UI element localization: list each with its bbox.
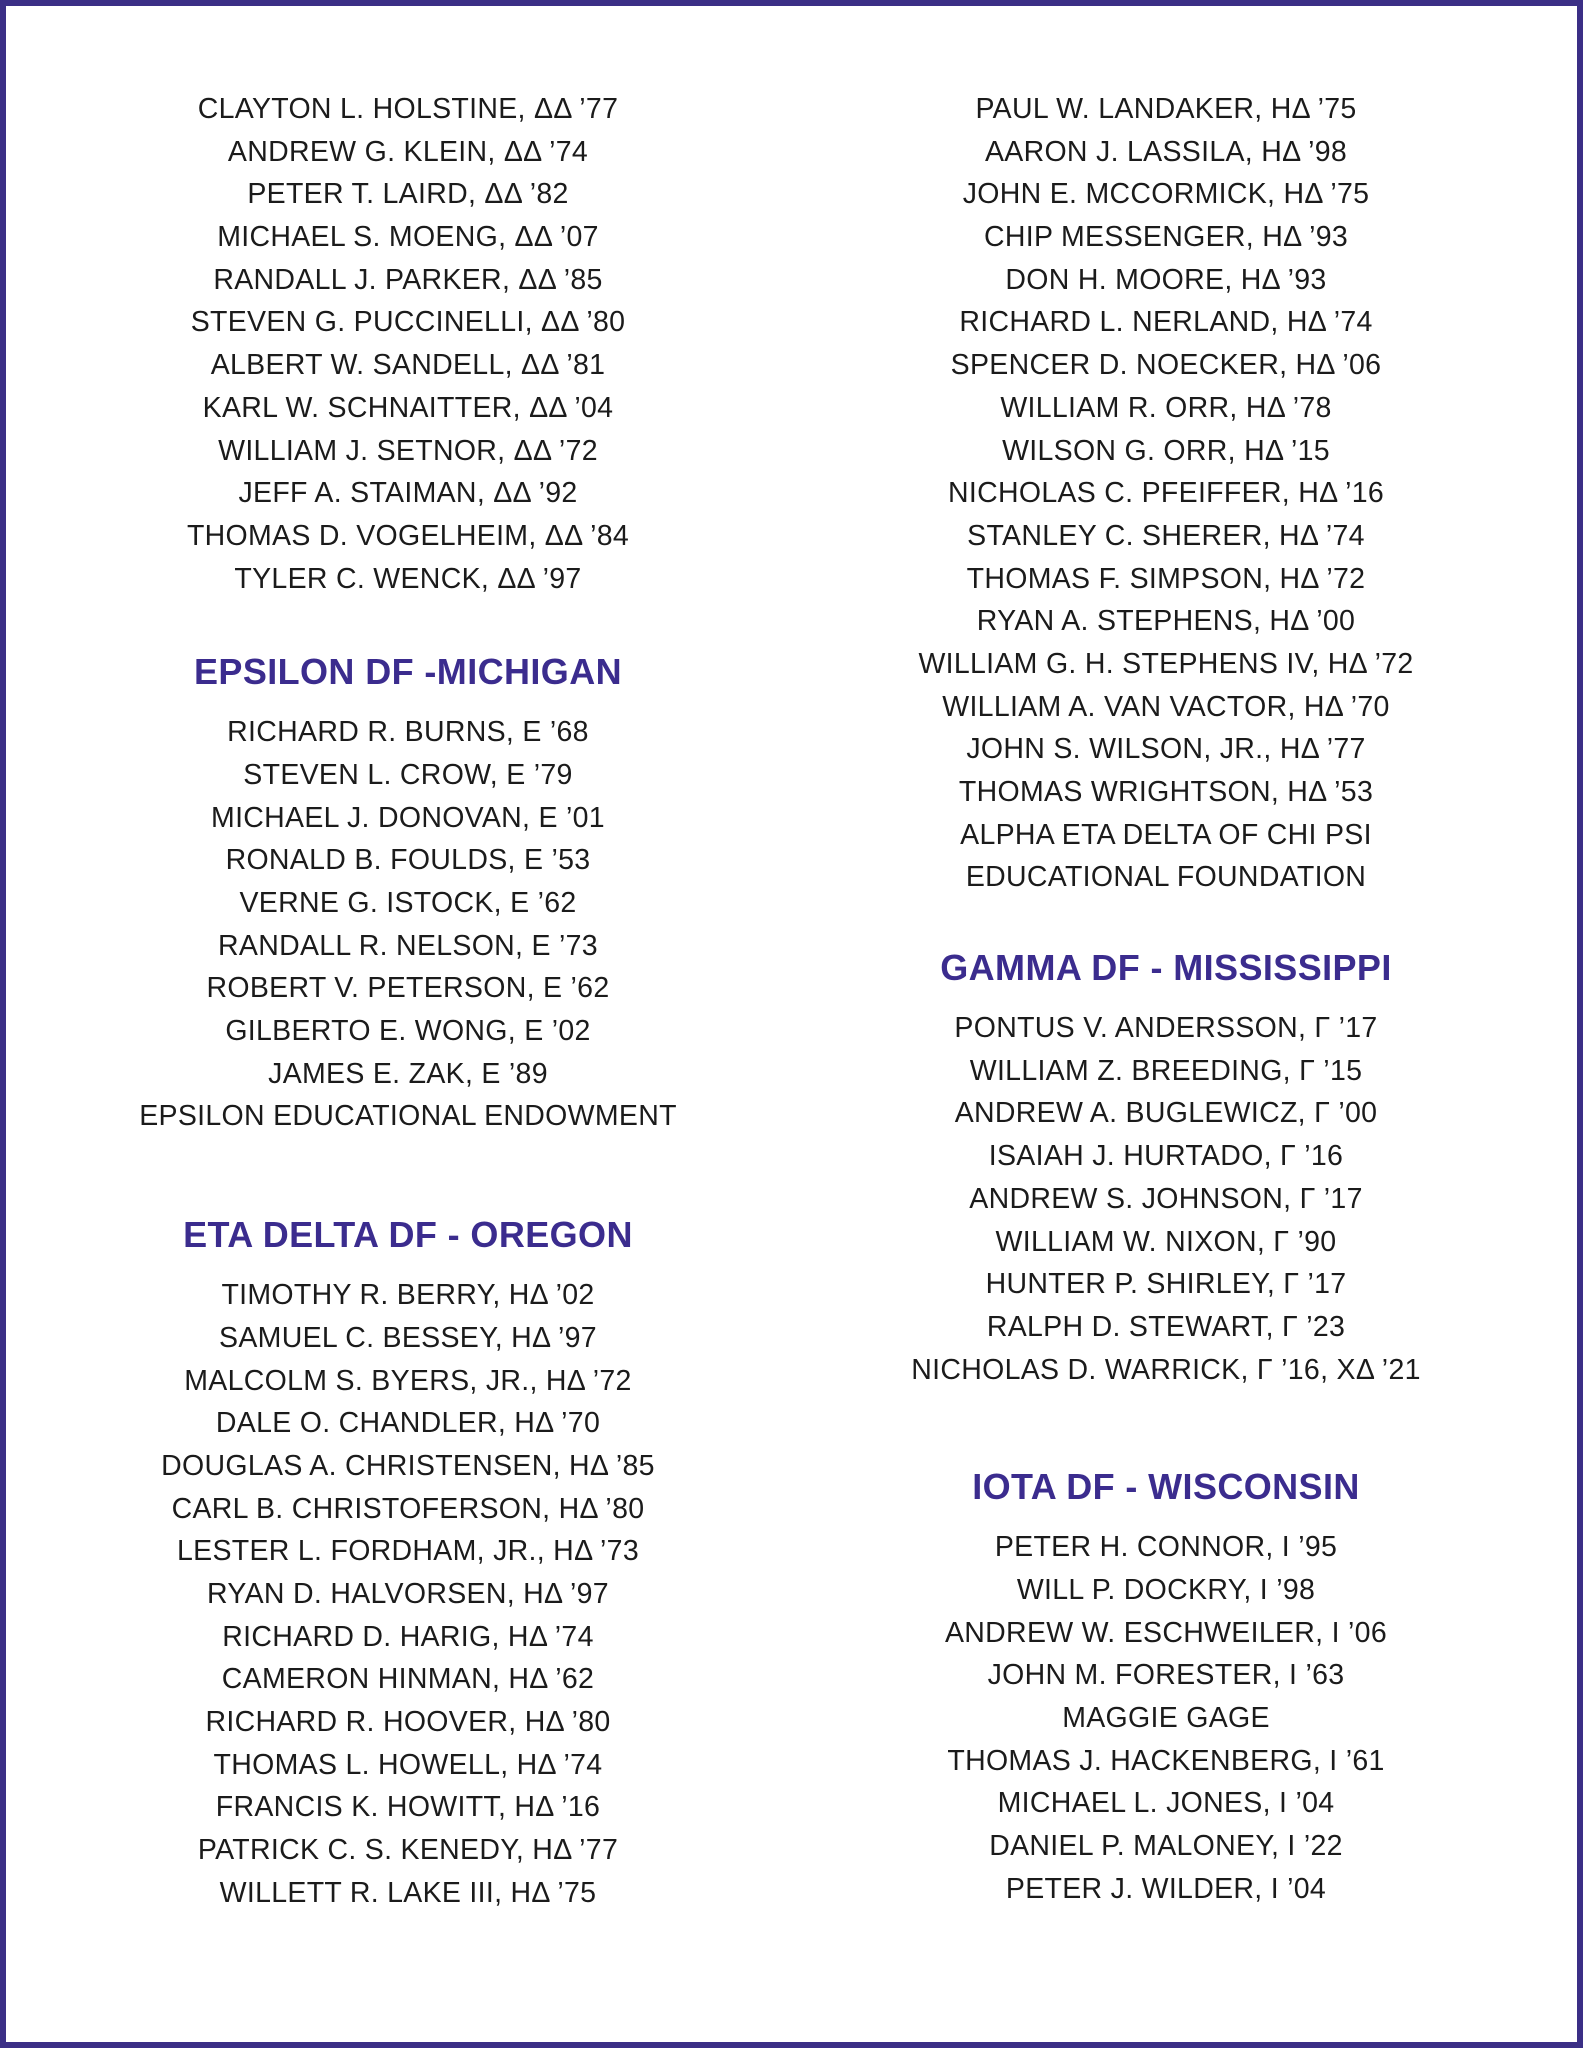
donor-name: PETER J. WILDER, I ’04: [1005, 1872, 1327, 1905]
donor-name: PETER H. CONNOR, I ’95: [994, 1531, 1338, 1564]
section-epsilon-michigan: [58, 646, 758, 1138]
name-list: [816, 1526, 1516, 1910]
name-list: [58, 88, 758, 600]
donor-name: PAUL W. LANDAKER, HΔ ’75: [975, 93, 1357, 125]
donor-name: WILLETT R. LAKE III, HΔ ’75: [219, 1876, 597, 1909]
donor-name: CARL B. CHRISTOFERSON, HΔ ’80: [171, 1492, 645, 1525]
donor-name: CHIP MESSENGER, HΔ ’93: [983, 221, 1349, 254]
donor-name: SPENCER D. NOECKER, HΔ ’06: [950, 349, 1382, 382]
donor-name: CAMERON HINMAN, HΔ ’62: [221, 1663, 595, 1696]
donor-name: JEFF A. STAIMAN, ΔΔ ’92: [238, 477, 578, 510]
donor-name: MICHAEL S. MOENG, ΔΔ ’07: [217, 221, 599, 254]
donor-name: RICHARD R. BURNS, E ’68: [227, 716, 589, 749]
donor-name: GILBERTO E. WONG, E ’02: [225, 1015, 591, 1048]
donor-name: JOHN E. MCCORMICK, HΔ ’75: [962, 178, 1370, 211]
donor-name: RALPH D. STEWART, Γ ’23: [986, 1310, 1346, 1343]
name-list: [816, 1007, 1516, 1391]
donor-name: RANDALL R. NELSON, E ’73: [218, 929, 598, 962]
donor-name: VERNE G. ISTOCK, E ’62: [239, 887, 577, 919]
section-heading: EPSILON DF -MICHIGAN: [194, 651, 622, 693]
donor-name: SAMUEL C. BESSEY, HΔ ’97: [219, 1321, 597, 1354]
donor-name: PATRICK C. S. KENEDY, HΔ ’77: [197, 1834, 619, 1867]
donor-name: WILLIAM W. NIXON, Γ ’90: [995, 1225, 1337, 1258]
donor-name: STEVEN G. PUCCINELLI, ΔΔ ’80: [190, 306, 626, 339]
donor-name: RANDALL J. PARKER, ΔΔ ’85: [213, 263, 603, 296]
donor-name: THOMAS D. VOGELHEIM, ΔΔ ’84: [186, 519, 630, 552]
donor-name: ANDREW G. KLEIN, ΔΔ ’74: [227, 135, 589, 168]
donor-name: WILL P. DOCKRY, I ’98: [1016, 1573, 1316, 1606]
section-heading: GAMMA DF - MISSISSIPPI: [940, 947, 1392, 989]
donor-name: LESTER L. FORDHAM, JR., HΔ ’73: [177, 1535, 639, 1568]
name-list: [58, 711, 758, 1138]
donor-name: DOUGLAS A. CHRISTENSEN, HΔ ’85: [161, 1449, 655, 1482]
donor-name: EPSILON EDUCATIONAL ENDOWMENT: [139, 1100, 677, 1133]
donor-name: ROBERT V. PETERSON, E ’62: [206, 972, 610, 1005]
donor-name: WILLIAM G. H. STEPHENS IV, HΔ ’72: [918, 647, 1414, 680]
donor-name: AARON J. LASSILA, HΔ ’98: [984, 135, 1348, 168]
donor-name: WILLIAM J. SETNOR, ΔΔ ’72: [218, 434, 598, 467]
donor-name: EDUCATIONAL FOUNDATION: [965, 861, 1367, 894]
donor-name: THOMAS F. SIMPSON, HΔ ’72: [966, 562, 1366, 595]
section-eta-delta-oregon: [58, 1209, 758, 1914]
donor-name: RICHARD R. HOOVER, HΔ ’80: [205, 1706, 611, 1738]
left-column: [58, 88, 758, 1914]
section-heading: ETA DELTA DF - OREGON: [183, 1214, 633, 1256]
donor-name: TYLER C. WENCK, ΔΔ ’97: [234, 562, 582, 595]
donor-name: WILLIAM A. VAN VACTOR, HΔ ’70: [942, 690, 1390, 723]
right-column: [816, 88, 1516, 1910]
donor-name: ANDREW W. ESCHWEILER, I ’06: [944, 1616, 1387, 1649]
section-delta-delta-continued: [58, 88, 758, 600]
donor-name: FRANCIS K. HOWITT, HΔ ’16: [215, 1791, 601, 1824]
section-heading: IOTA DF - WISCONSIN: [972, 1466, 1360, 1508]
donor-name: PETER T. LAIRD, ΔΔ ’82: [247, 178, 569, 211]
donor-name: NICHOLAS C. PFEIFFER, HΔ ’16: [947, 477, 1385, 510]
donor-name: JOHN S. WILSON, JR., HΔ ’77: [966, 733, 1366, 766]
donor-name: TIMOTHY R. BERRY, HΔ ’02: [221, 1279, 595, 1312]
name-list: [58, 1274, 758, 1914]
donor-name: KARL W. SCHNAITTER, ΔΔ ’04: [202, 391, 614, 424]
donor-name: ALPHA ETA DELTA OF CHI PSI: [960, 818, 1372, 851]
donor-name: DANIEL P. MALONEY, I ’22: [989, 1830, 1343, 1863]
section-iota-wisconsin: [816, 1461, 1516, 1910]
donor-name: CLAYTON L. HOLSTINE, ΔΔ ’77: [197, 93, 619, 125]
donor-name: MALCOLM S. BYERS, JR., HΔ ’72: [184, 1364, 632, 1397]
donor-name: PONTUS V. ANDERSSON, Γ ’17: [954, 1012, 1378, 1045]
donor-name: STANLEY C. SHERER, HΔ ’74: [967, 519, 1365, 552]
donor-name: JOHN M. FORESTER, I ’63: [987, 1659, 1345, 1692]
section-eta-delta-continued: [816, 88, 1516, 899]
donor-name: THOMAS L. HOWELL, HΔ ’74: [213, 1748, 603, 1781]
donor-name: WILSON G. ORR, HΔ ’15: [1002, 434, 1330, 467]
donor-name: THOMAS J. HACKENBERG, I ’61: [947, 1744, 1385, 1777]
donor-name: ISAIAH J. HURTADO, Γ ’16: [988, 1140, 1344, 1173]
donor-name: DON H. MOORE, HΔ ’93: [1005, 263, 1327, 296]
donor-name: HUNTER P. SHIRLEY, Γ ’17: [985, 1268, 1347, 1301]
donor-name: JAMES E. ZAK, E ’89: [268, 1057, 548, 1090]
donor-name: RONALD B. FOULDS, E ’53: [225, 844, 591, 877]
section-gamma-mississippi: [816, 942, 1516, 1391]
donor-name: RICHARD D. HARIG, HΔ ’74: [222, 1620, 594, 1653]
donor-name: RYAN A. STEPHENS, HΔ ’00: [976, 605, 1356, 638]
donor-name: ANDREW A. BUGLEWICZ, Γ ’00: [954, 1097, 1378, 1130]
donor-name: MICHAEL J. DONOVAN, E ’01: [211, 801, 605, 834]
donor-name: MAGGIE GAGE: [1062, 1702, 1270, 1734]
donor-name: RICHARD L. NERLAND, HΔ ’74: [959, 306, 1373, 339]
donor-name: THOMAS WRIGHTSON, HΔ ’53: [958, 776, 1374, 808]
donor-name: ANDREW S. JOHNSON, Γ ’17: [969, 1182, 1363, 1215]
donor-name: WILLIAM Z. BREEDING, Γ ’15: [969, 1054, 1363, 1087]
donor-name: WILLIAM R. ORR, HΔ ’78: [1000, 391, 1332, 424]
donor-name: STEVEN L. CROW, E ’79: [243, 758, 573, 791]
name-list: [816, 88, 1516, 899]
donor-name: NICHOLAS D. WARRICK, Γ ’16, XΔ ’21: [911, 1353, 1421, 1386]
donor-name: RYAN D. HALVORSEN, HΔ ’97: [207, 1577, 609, 1610]
donor-name: DALE O. CHANDLER, HΔ ’70: [215, 1407, 601, 1440]
donor-name: MICHAEL L. JONES, I ’04: [997, 1787, 1335, 1820]
donor-name: ALBERT W. SANDELL, ΔΔ ’81: [210, 349, 606, 382]
